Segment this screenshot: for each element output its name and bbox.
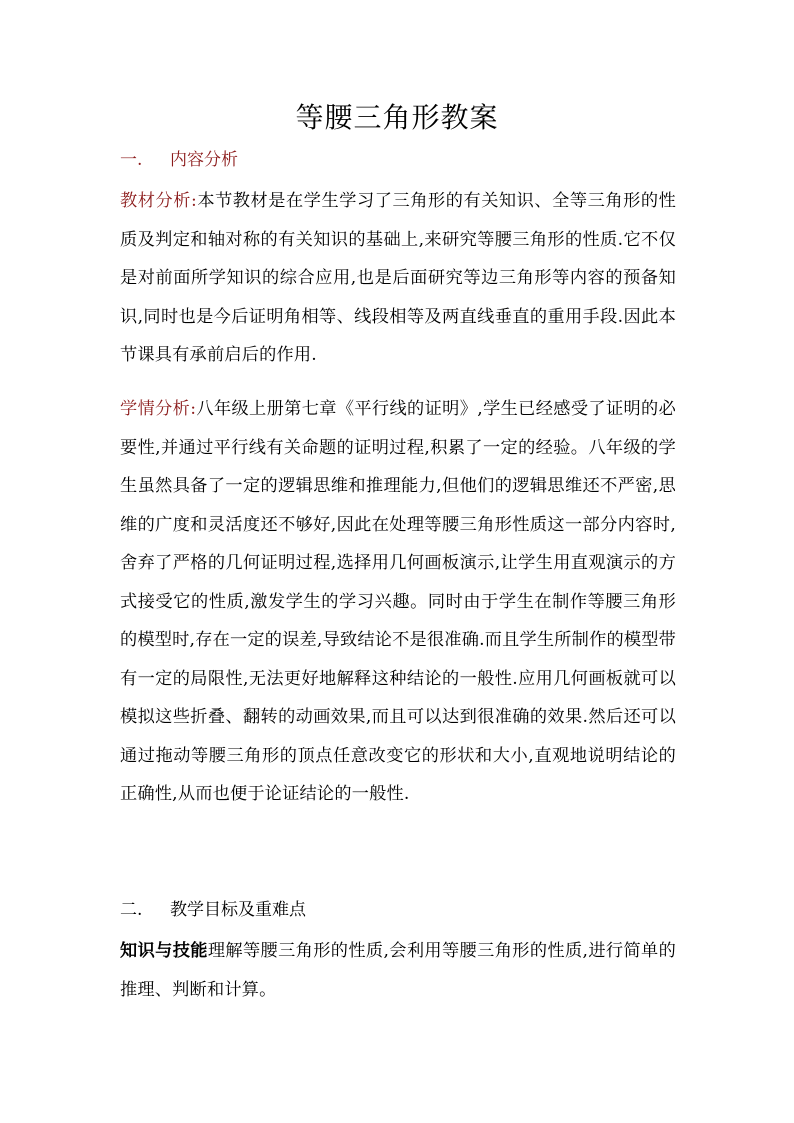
section-heading-content-analysis	[120, 147, 238, 173]
student-analysis-text: 八年级上册第七章《平行线的证明》,学生已经感受了证明的必要性,并通过平行线有关命题的证明过程,积累了一定的经验。八年级的学生虽然具备了一定的逻辑思维和推理能力,但他们的逻辑思维还不严密,思维的广度和灵活度还不够好,因此在处理等腰三角形性质这一部分内容时,舍弃了严格的几何证明过程,选择用几何画板演示,让学生用直观演示的方式接受它的性质,激发学生的学习兴趣。同时由于学生在制作等腰三角形的模型时,存在一定的误差,导致结论不是很准确.而且学生所制作的模型带有一定的局限性,无法更好地解释这种结论的一般性.应用几何画板就可以模拟这些折叠、翻转的动画效果,而且可以达到很准确的效果.然后还可以通过拖动等腰三角形的顶点任意改变它的形状和大小,直观地说明结论的正确性,从而也便于论证结论的一般性.	[120, 399, 677, 804]
section-number: 二.	[120, 900, 143, 920]
section-number: 一.	[120, 150, 143, 170]
section-title: 教学目标及重难点	[170, 900, 306, 920]
knowledge-skills-paragraph	[120, 932, 676, 1009]
section-heading-teaching-goals	[120, 897, 306, 923]
textbook-analysis-label: 教材分析:	[120, 191, 197, 211]
student-analysis-label: 学情分析:	[120, 399, 197, 419]
textbook-analysis-paragraph	[120, 182, 676, 375]
student-analysis-paragraph	[120, 390, 676, 814]
textbook-analysis-text: 本节教材是在学生学习了三角形的有关知识、全等三角形的性质及判定和轴对称的有关知识的基础上,来研究等腰三角形的性质.它不仅是对前面所学知识的综合应用,也是后面研究等边三角形等内容的预备知识,同时也是今后证明角相等、线段相等及两直线垂直的重用手段.因此本节课具有承前启后的作用.	[120, 191, 677, 365]
section-title: 内容分析	[170, 150, 238, 170]
knowledge-skills-label: 知识与技能	[120, 941, 208, 961]
document-title: 等腰三角形教案	[295, 101, 499, 134]
knowledge-skills-text: 理解等腰三角形的性质,会利用等腰三角形的性质,进行简单的推理、判断和计算。	[120, 941, 676, 1000]
